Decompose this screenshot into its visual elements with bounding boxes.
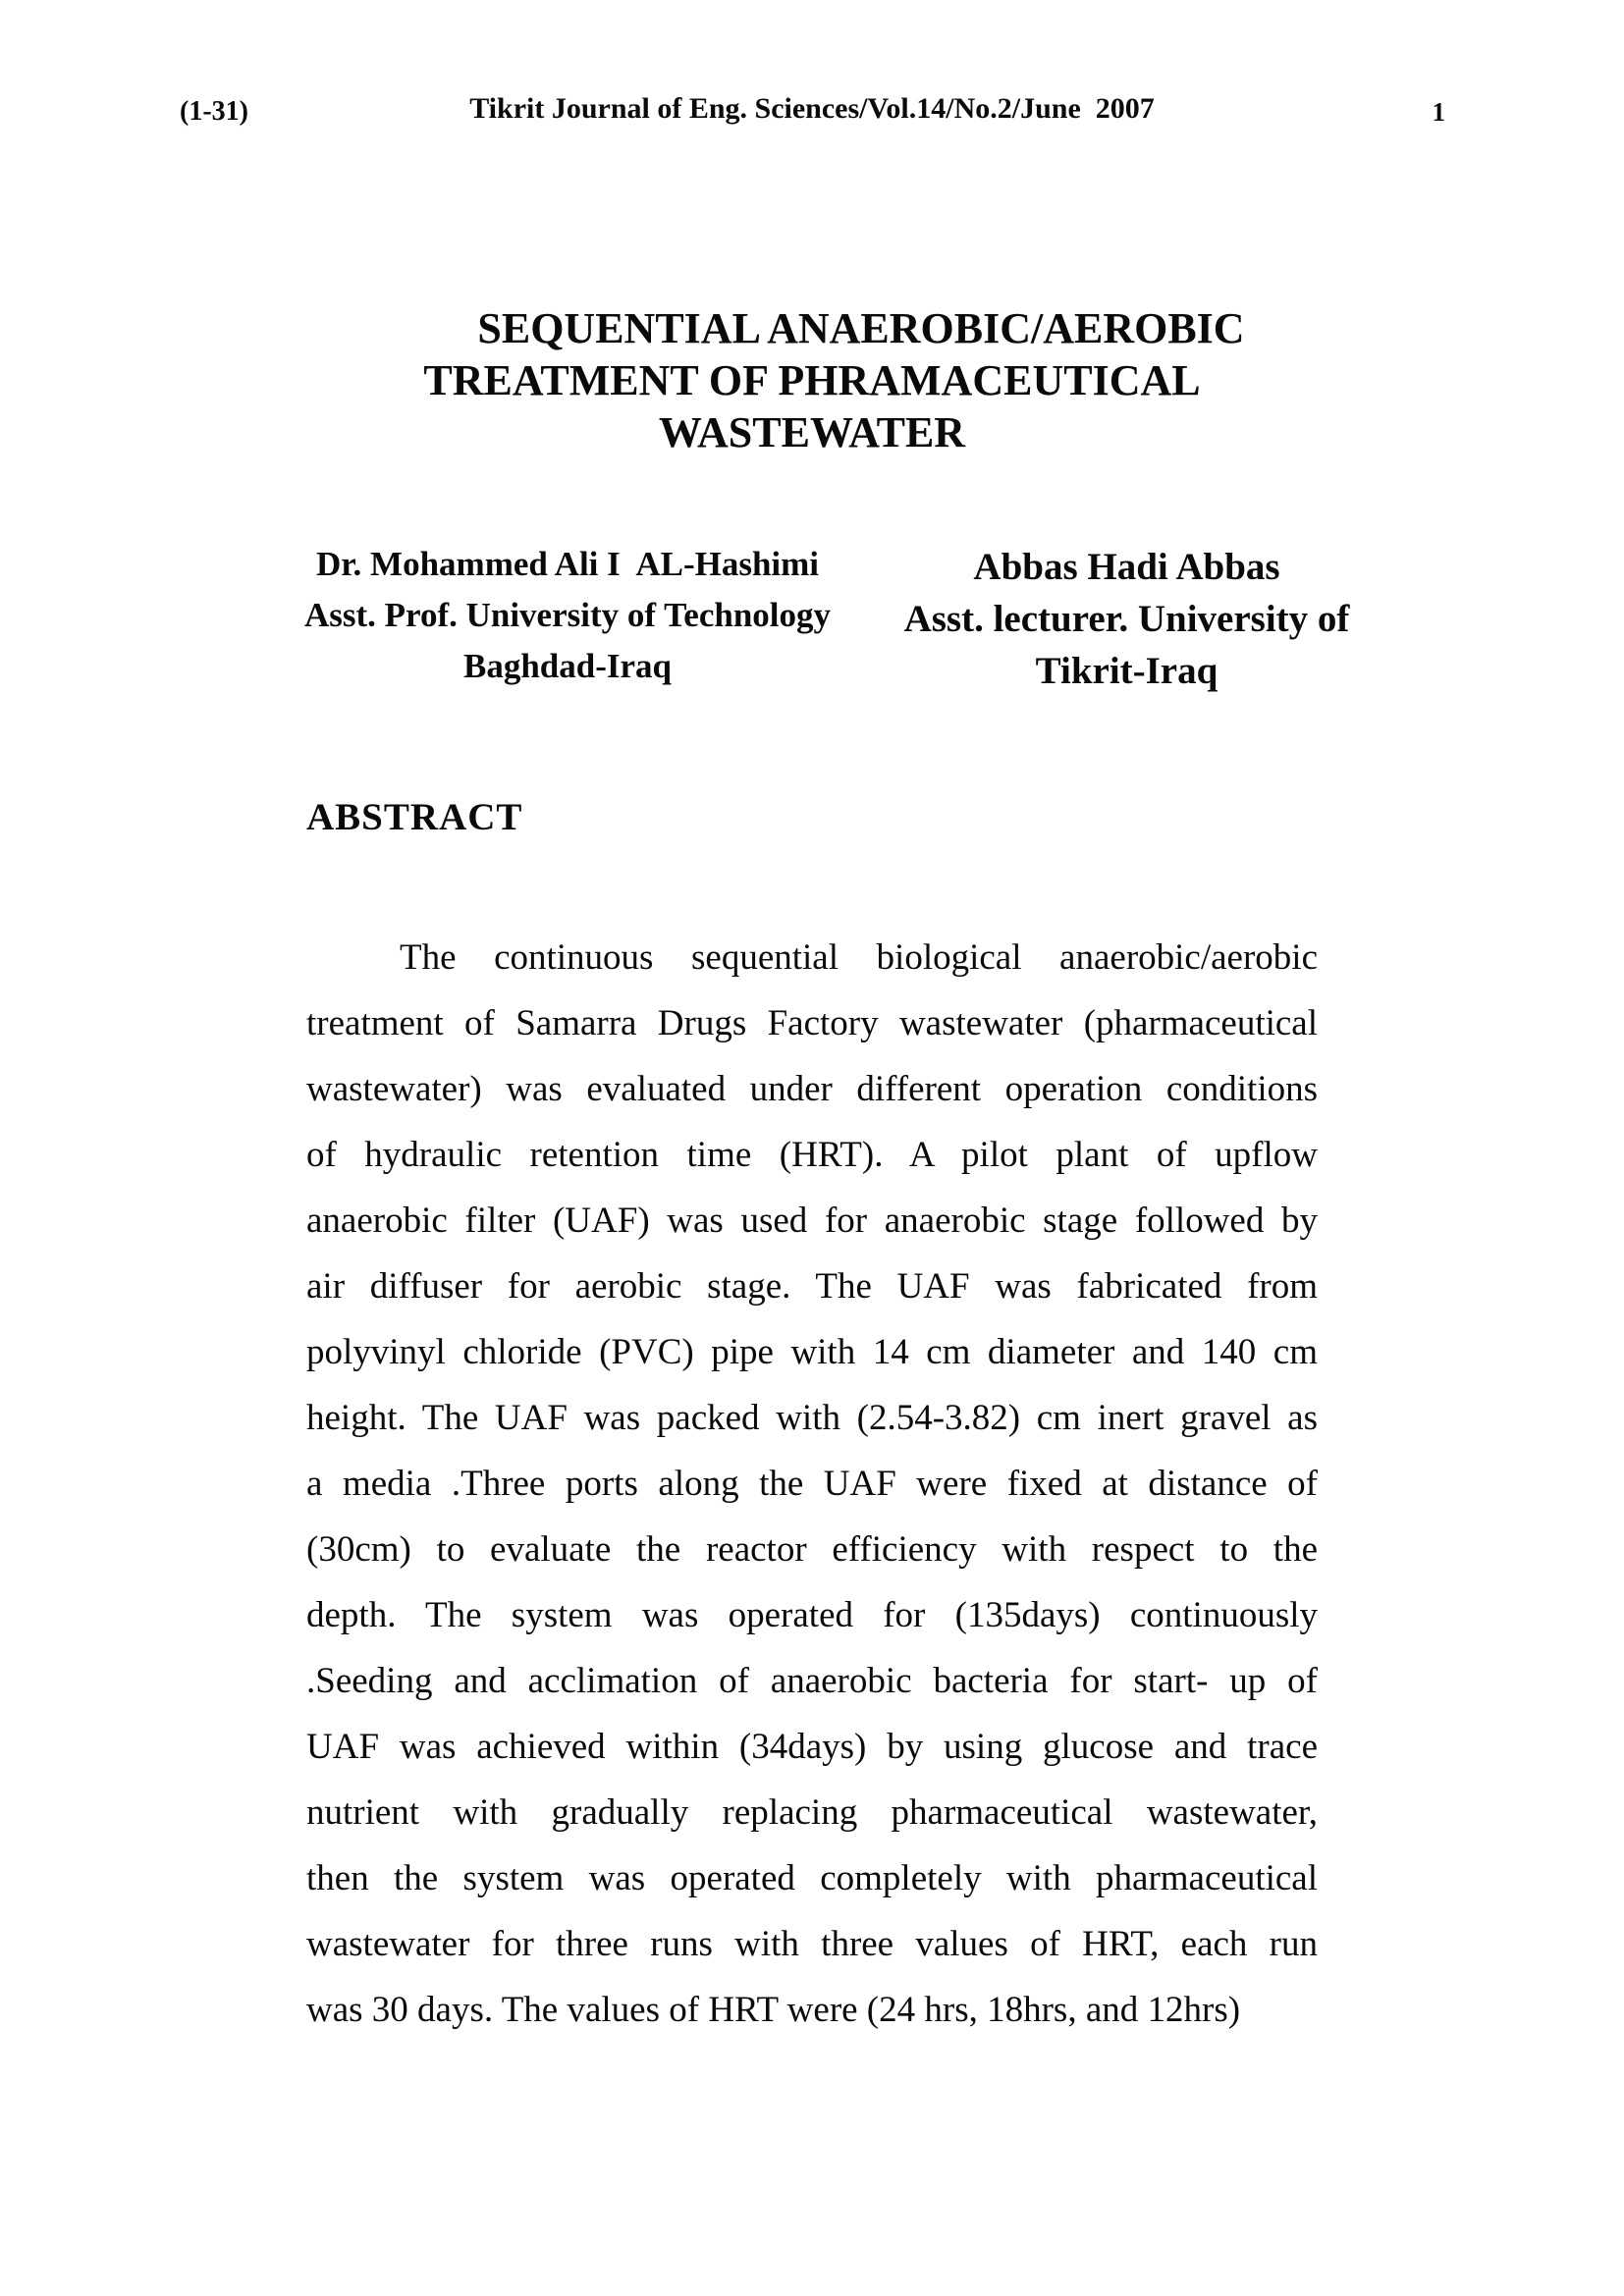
abstract-line: UAF was achieved within (34days) by using glucose and trace	[306, 1727, 1318, 1767]
abstract-line: (30cm) to evaluate the reactor efficiency with respect to the	[306, 1529, 1318, 1570]
author-line: Asst. Prof. University of Technology	[303, 596, 832, 634]
author-block-1	[302, 539, 833, 692]
title-line: SEQUENTIAL ANAEROBIC/AEROBIC	[477, 304, 1245, 352]
abstract-line: The continuous sequential biological anaerobic/aerobic	[400, 937, 1318, 978]
abstract-line: nutrient with gradually replacing pharmaceutical wastewater,	[306, 1792, 1318, 1833]
article-page-range: (1-31)	[180, 96, 248, 127]
abstract-line: air diffuser for aerobic stage. The UAF was fabricated from	[306, 1266, 1318, 1307]
abstract-line: a media .Three ports along the UAF were fixed at distance of	[306, 1464, 1318, 1504]
abstract-line: of hydraulic retention time (HRT). A pilot plant of upflow	[306, 1135, 1318, 1175]
abstract-line: .Seeding and acclimation of anaerobic bacteria for start- up of	[306, 1661, 1318, 1701]
author-line: Dr. Mohammed Ali I AL-Hashimi	[315, 545, 820, 583]
author-line: Baghdad-Iraq	[462, 647, 673, 685]
title-line: TREATMENT OF PHRAMACEUTICAL	[423, 356, 1201, 404]
abstract-paragraph	[306, 925, 1318, 2043]
title-line: WASTEWATER	[658, 408, 966, 456]
author-line: Tikrit-Iraq	[1035, 650, 1218, 692]
abstract-line: wastewater) was evaluated under different operation conditions	[306, 1069, 1318, 1109]
abstract-line: anaerobic filter (UAF) was used for anaerobic stage followed by	[306, 1201, 1318, 1241]
author-line: Abbas Hadi Abbas	[973, 546, 1280, 588]
abstract-line: wastewater for three runs with three values of HRT, each run	[306, 1924, 1318, 1964]
paper-title	[306, 302, 1318, 458]
abstract-line: height. The UAF was packed with (2.54-3.82) cm inert gravel as	[306, 1398, 1318, 1438]
author-line: Asst. lecturer. University of	[903, 598, 1350, 640]
abstract-line: then the system was operated completely with pharmaceutical	[306, 1858, 1318, 1898]
journal-header: Tikrit Journal of Eng. Sciences/Vol.14/No.2/June 2007	[469, 92, 1155, 125]
author-block-2	[903, 541, 1350, 697]
abstract-line: depth. The system was operated for (135days) continuously	[306, 1595, 1318, 1635]
abstract-line: treatment of Samarra Drugs Factory wastewater (pharmaceutical	[306, 1003, 1318, 1043]
abstract-heading: ABSTRACT	[306, 796, 523, 838]
abstract-line: polyvinyl chloride (PVC) pipe with 14 cm diameter and 140 cm	[306, 1332, 1318, 1372]
abstract-line: was 30 days. The values of HRT were (24 hrs, 18hrs, and 12hrs)	[306, 1990, 1241, 2030]
page-number: 1	[1432, 97, 1445, 127]
